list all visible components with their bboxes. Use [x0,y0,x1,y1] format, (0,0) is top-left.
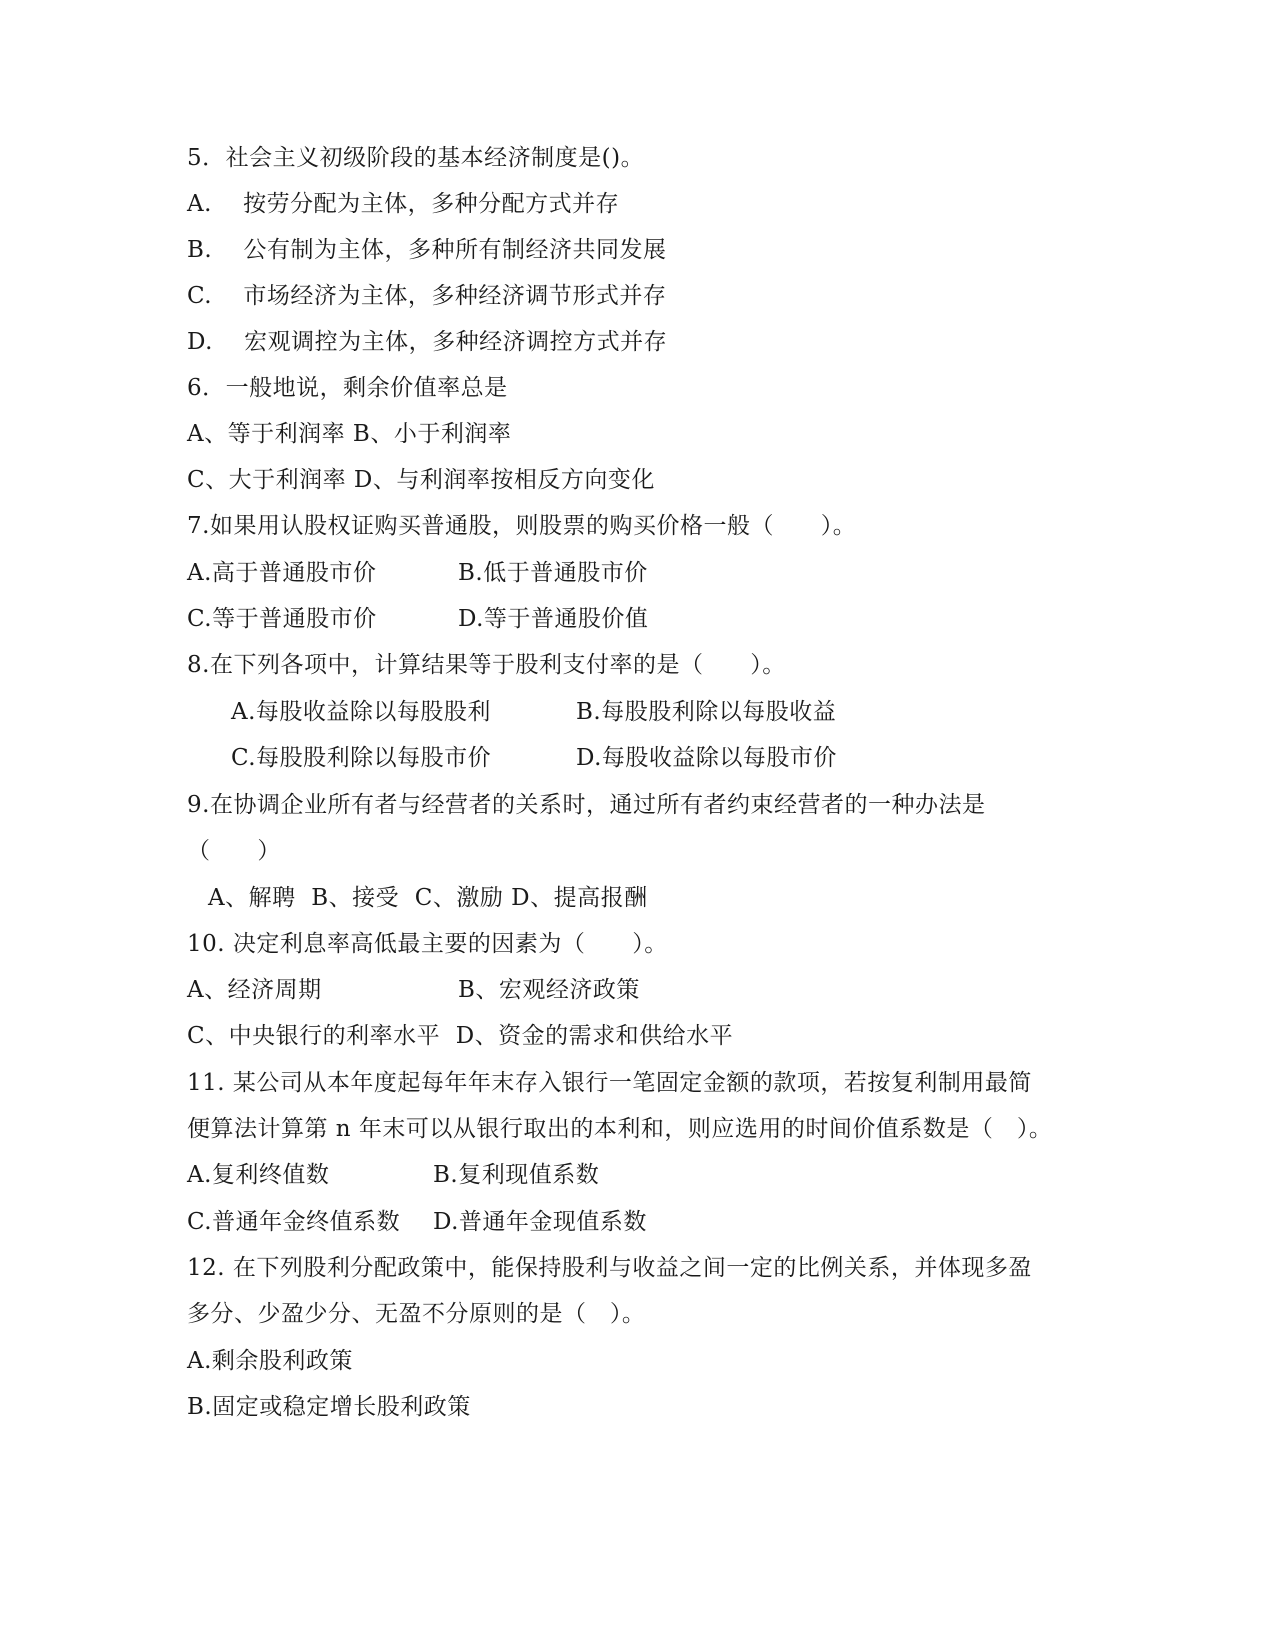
question-11-option-b: B.复利现值系数 [433,1162,600,1188]
question-10-options-cd: C、中央银行的利率水平 D、资金的需求和供给水平 [187,1023,734,1049]
question-9-stem: 9.在协调企业所有者与经营者的关系时，通过所有者约束经营者的一种办法是 [187,792,986,818]
question-7-option-a: A.高于普通股市价 [187,560,377,586]
question-7-stem: 7.如果用认股权证购买普通股，则股票的购买价格一般（ ）。 [187,513,857,539]
question-11-option-a: A.复利终值数 [187,1162,330,1188]
question-8-option-c: C.每股股利除以每股市价 [231,745,492,771]
question-5-option-c: C. 市场经济为主体，多种经济调节形式并存 [187,283,667,309]
question-11-option-d: D.普通年金现值系数 [433,1209,647,1235]
question-5-option-b: B. 公有制为主体，多种所有制经济共同发展 [187,237,667,263]
question-10-option-b: B、宏观经济政策 [458,977,640,1003]
question-7-option-b: B.低于普通股市价 [458,560,648,586]
question-6-options-ab: A、等于利润率 B、小于利润率 [187,421,512,447]
question-5-option-a: A. 按劳分配为主体，多种分配方式并存 [187,191,620,217]
question-9-options: A、解聘 B、接受 C、激励 D、提高报酬 [208,885,648,911]
question-11-stem-continued: 便算法计算第 n 年末可以从银行取出的本利和，则应选用的时间价值系数是（ ）。 [187,1116,1053,1142]
question-5-option-d: D. 宏观调控为主体，多种经济调控方式并存 [187,329,668,355]
question-7-option-c: C.等于普通股市价 [187,606,377,632]
question-8-stem: 8.在下列各项中，计算结果等于股利支付率的是（ ）。 [187,652,786,678]
question-12-option-b: B.固定或稳定增长股利政策 [187,1394,471,1420]
question-6-stem: 6．一般地说，剩余价值率总是 [187,375,508,401]
question-7-option-d: D.等于普通股价值 [458,606,649,632]
question-5-stem: 5．社会主义初级阶段的基本经济制度是()。 [187,145,645,171]
question-11-option-c: C.普通年金终值系数 [187,1209,401,1235]
question-8-option-a: A.每股收益除以每股股利 [231,699,491,725]
question-8-option-b: B.每股股利除以每股收益 [576,699,837,725]
question-9-stem-blank: （ ） [187,838,281,864]
question-12-stem: 12. 在下列股利分配政策中，能保持股利与收益之间一定的比例关系，并体现多盈 [187,1255,1032,1281]
question-12-option-a: A.剩余股利政策 [187,1348,353,1374]
question-10-stem: 10. 决定利息率高低最主要的因素为（ ）。 [187,931,668,957]
question-10-option-a: A、经济周期 [187,977,322,1003]
question-11-stem: 11. 某公司从本年度起每年年末存入银行一笔固定金额的款项，若按复利制用最简 [187,1070,1032,1096]
question-6-options-cd: C、大于利润率 D、与利润率按相反方向变化 [187,467,655,493]
question-12-stem-continued: 多分、少盈少分、无盈不分原则的是（ ）。 [187,1301,646,1327]
question-8-option-d: D.每股收益除以每股市价 [576,745,837,771]
